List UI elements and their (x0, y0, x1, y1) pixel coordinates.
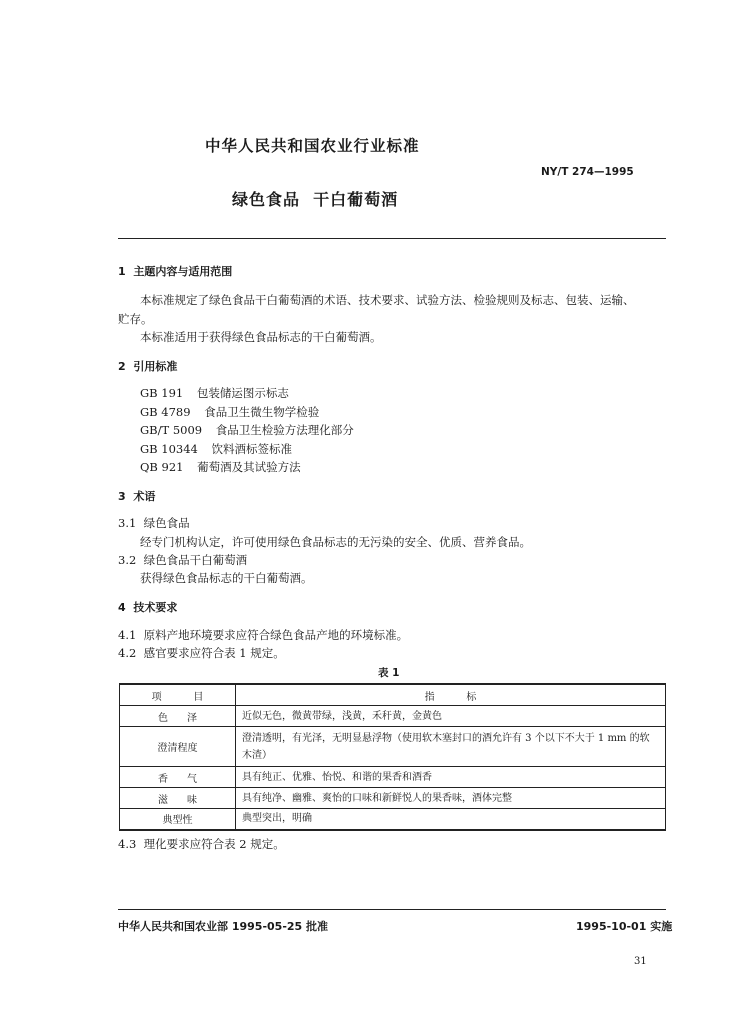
page-number: 31 (634, 956, 647, 967)
section-4-heading: 4 技术要求 (118, 601, 178, 614)
row-item: 典型性 (120, 809, 236, 830)
term-3-2-text: 获得绿色食品标志的干白葡萄酒。 (140, 571, 313, 585)
table-row (120, 809, 666, 830)
clause-4-3: 4.3 理化要求应符合表 2 规定。 (118, 837, 285, 851)
reference-item (140, 459, 301, 475)
row-index: 具有纯正、优雅、怡悦、和谐的果香和酒香 (236, 767, 666, 788)
row-item: 澄清程度 (120, 727, 236, 767)
clause-4-1: 4.1 原料产地环境要求应符合绿色食品产地的环境标准。 (118, 628, 409, 642)
reference-code: GB 4789 (140, 405, 191, 419)
reference-item (140, 422, 354, 438)
row-item: 滋 味 (120, 788, 236, 809)
clause-4-2: 4.2 感官要求应符合表 1 规定。 (118, 646, 285, 660)
term-3-2-heading: 3.2 绿色食品干白葡萄酒 (118, 553, 248, 567)
table-header-row (120, 684, 666, 706)
section-1-paragraph-1: 本标准规定了绿色食品干白葡萄酒的术语、技术要求、试验方法、检验规则及标志、包装、运输、 (140, 293, 635, 307)
reference-item (140, 404, 319, 420)
column-header-item: 项 目 (120, 684, 236, 706)
table-1-caption: 表 1 (378, 667, 400, 679)
table-row (120, 727, 666, 767)
section-1-paragraph-2: 本标准适用于获得绿色食品标志的干白葡萄酒。 (140, 330, 382, 344)
reference-title: 食品卫生微生物学检验 (204, 405, 320, 419)
standard-number: NY/T 274—1995 (541, 166, 634, 178)
section-2-heading: 2 引用标准 (118, 360, 178, 373)
reference-code: QB 921 (140, 460, 184, 474)
reference-title: 食品卫生检验方法理化部分 (215, 423, 354, 437)
reference-title: 饮料酒标签标准 (211, 442, 293, 456)
section-1-paragraph-1-cont: 贮存。 (118, 312, 153, 326)
term-3-1-text: 经专门机构认定，许可使用绿色食品标志的无污染的安全、优质、营养食品。 (140, 535, 531, 549)
reference-title: 葡萄酒及其试验方法 (197, 460, 301, 474)
term-3-1-heading: 3.1 绿色食品 (118, 516, 190, 530)
row-index: 具有纯净、幽雅、爽怡的口味和新鲜悦人的果香味，酒体完整 (236, 788, 666, 809)
reference-code: GB 10344 (140, 442, 198, 456)
row-item: 香 气 (120, 767, 236, 788)
reference-title: 包装储运图示标志 (196, 386, 289, 400)
sensory-requirements-table (119, 683, 666, 831)
document-title: 绿色食品 干白葡萄酒 (232, 190, 399, 209)
row-item: 色 泽 (120, 706, 236, 727)
table-row (120, 788, 666, 809)
reference-item (140, 385, 289, 401)
table-row (120, 767, 666, 788)
row-index: 典型突出，明确 (236, 809, 666, 830)
org-title: 中华人民共和国农业行业标准 (205, 137, 420, 155)
section-1-heading: 1 主题内容与适用范围 (118, 265, 233, 278)
footer-rule (118, 909, 666, 910)
section-3-heading: 3 术语 (118, 490, 156, 503)
header-rule (118, 238, 666, 239)
row-index: 澄清透明，有光泽，无明显悬浮物（使用软木塞封口的酒允许有 3 个以下不大于 1 mm 的软木渣） (236, 727, 666, 767)
table-row (120, 706, 666, 727)
footer-effective-date: 1995-10-01 实施 (576, 920, 673, 933)
footer-issuer: 中华人民共和国农业部 1995-05-25 批准 (118, 920, 329, 933)
reference-code: GB 191 (140, 386, 184, 400)
reference-code: GB/T 5009 (140, 423, 203, 437)
column-header-index: 指 标 (236, 684, 666, 706)
reference-item (140, 441, 292, 457)
row-index: 近似无色，微黄带绿，浅黄，禾秆黄，金黄色 (236, 706, 666, 727)
